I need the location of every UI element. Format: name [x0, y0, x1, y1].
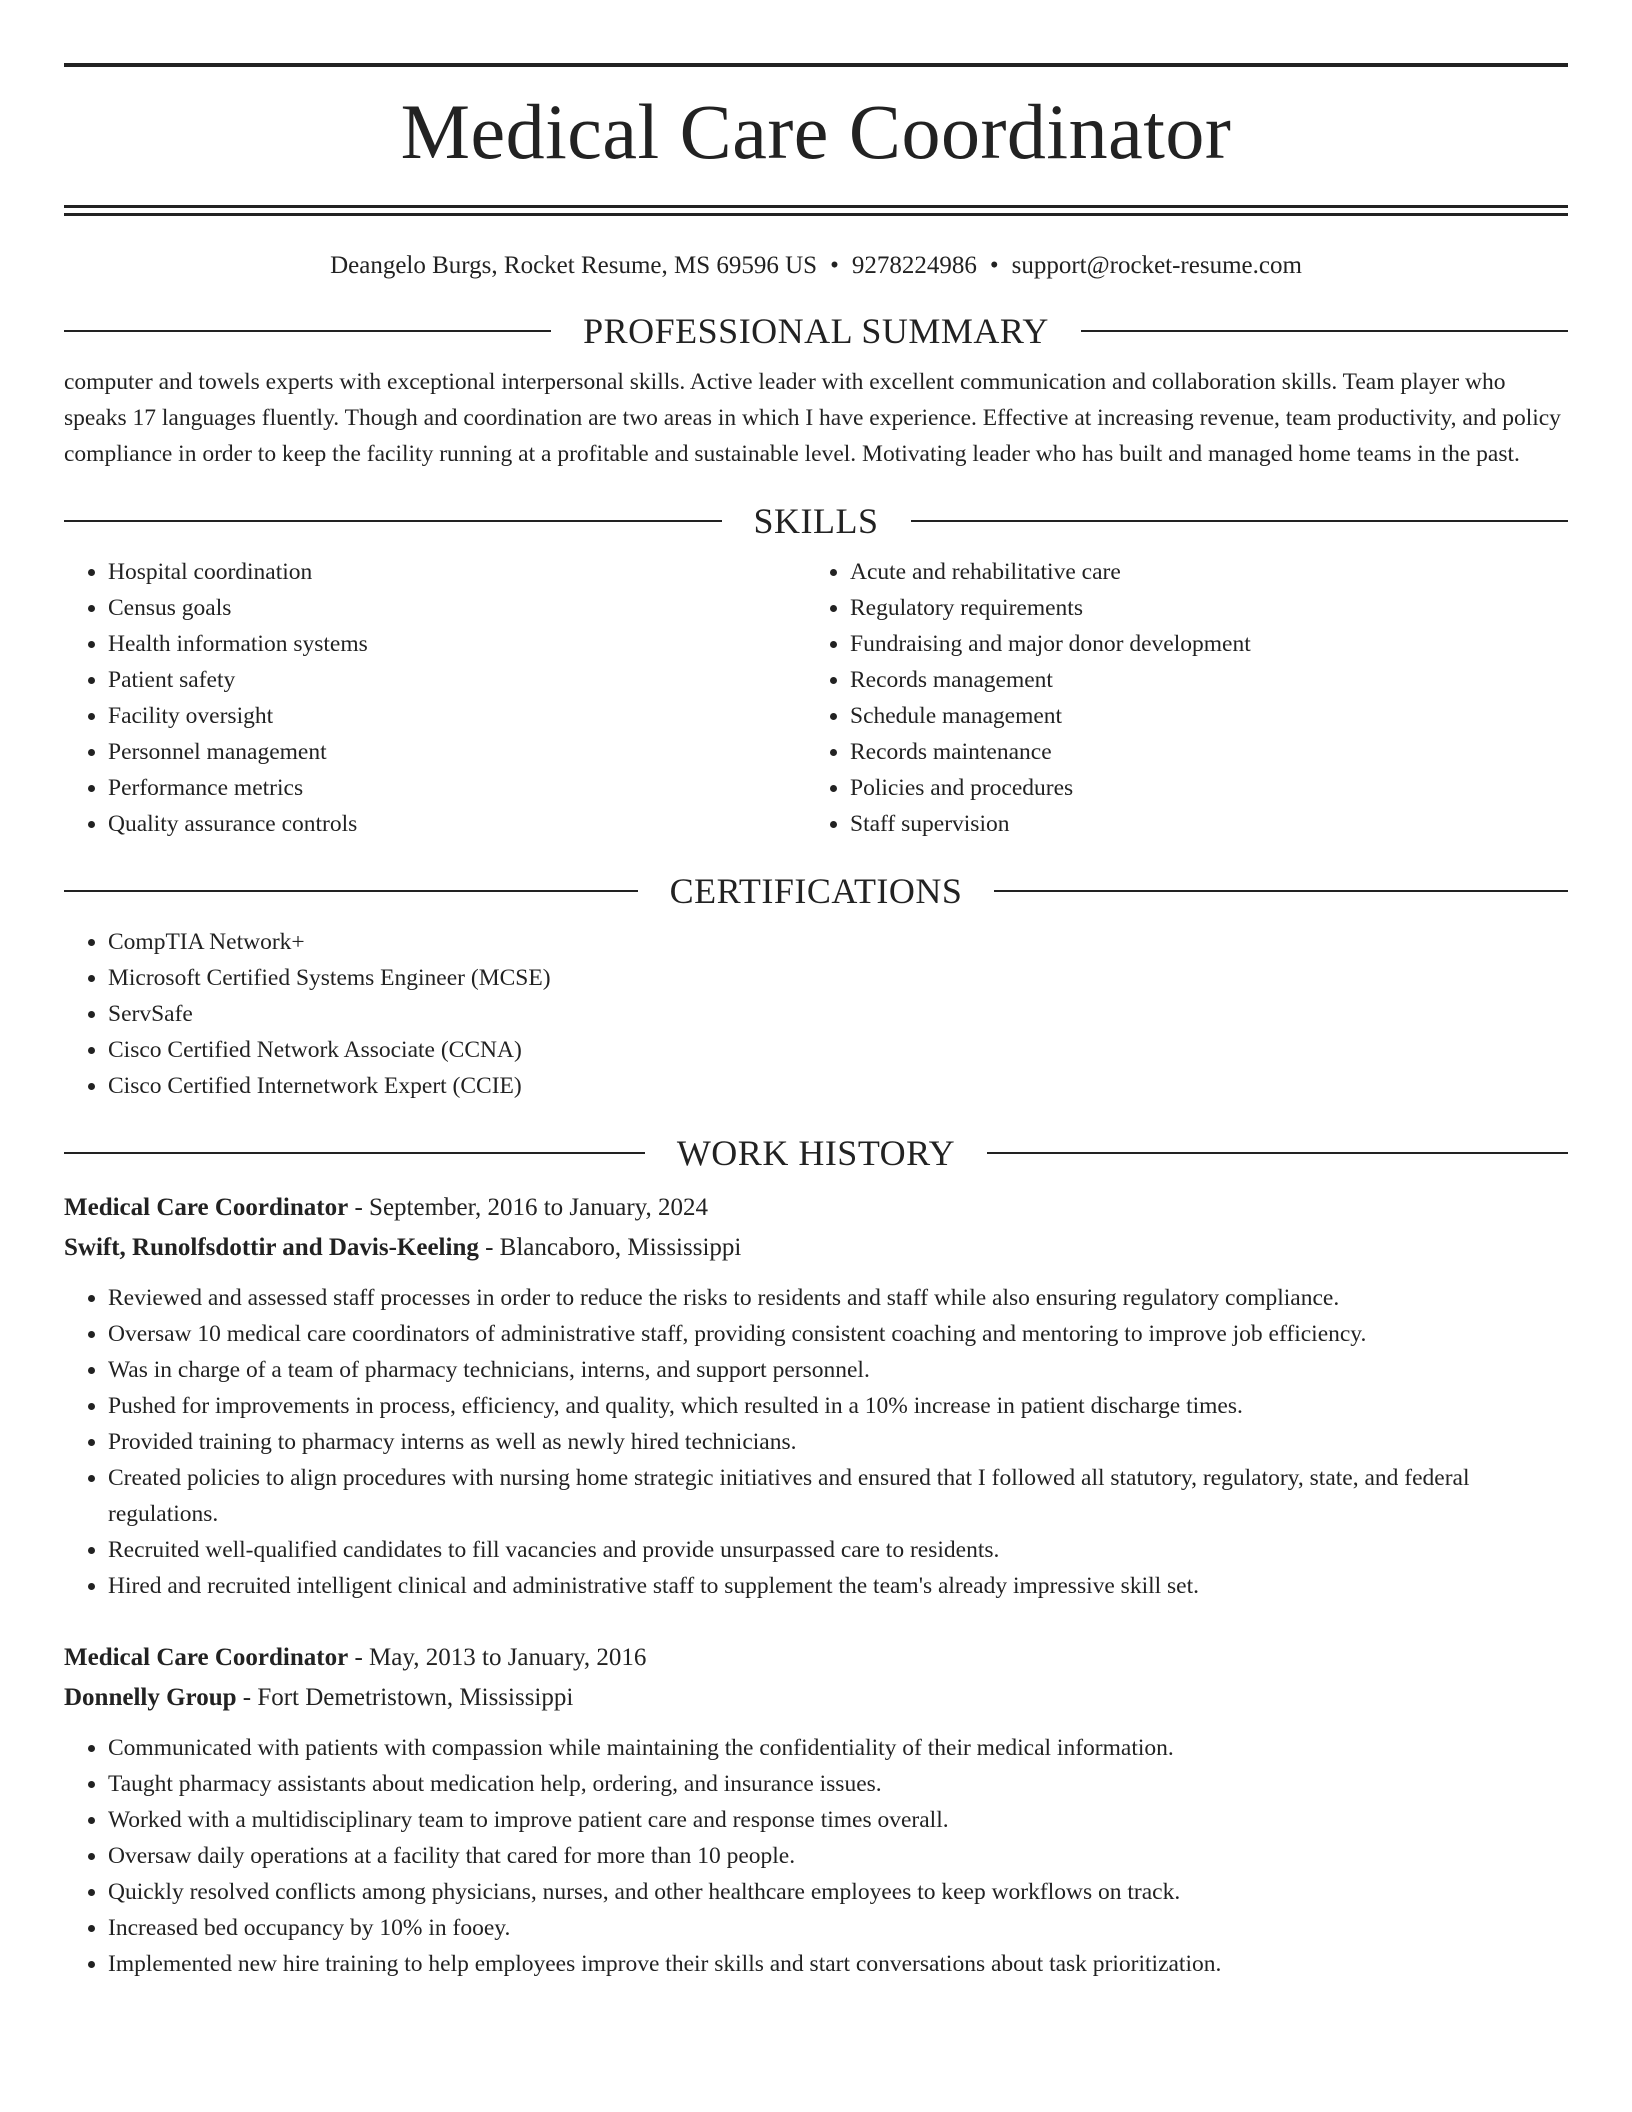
work-history-heading: [64, 1132, 1568, 1174]
contact-separator: •: [989, 252, 999, 279]
resume-page: [64, 0, 1568, 1982]
heading-rule: [64, 1152, 645, 1154]
heading-rule: [911, 520, 1569, 522]
job-duty-item: • Reviewed and assessed staff processes in order to reduce the risks to residents and staff while also ensuring regulatory compliance.: [108, 1280, 1568, 1316]
certifications-heading-title: CERTIFICATIONS: [669, 871, 963, 911]
skill-item: • Regulatory requirements: [850, 590, 1548, 626]
job-duty-item: • Recruited well-qualified candidates to fill vacancies and provide unsurpassed care to residents.: [108, 1532, 1568, 1568]
job-duty-item: • Implemented new hire training to help employees improve their skills and start conversations about task prioritization.: [108, 1946, 1568, 1982]
job-duty-item: • Oversaw daily operations at a facility that cared for more than 10 people.: [108, 1838, 1568, 1874]
skill-item: • Performance metrics: [108, 770, 806, 806]
job-duty-item: • Quickly resolved conflicts among physicians, nurses, and other healthcare employees to keep workflows on track.: [108, 1874, 1568, 1910]
skills-column-left: [64, 554, 806, 842]
heading-rule: [994, 890, 1568, 892]
skill-item: • Quality assurance controls: [108, 806, 806, 842]
contact-address: Deangelo Burgs, Rocket Resume, MS 69596 US: [330, 252, 818, 279]
job-role-line: [64, 1188, 1568, 1228]
job-entry: [64, 1638, 1568, 1982]
job-duty-item: • Taught pharmacy assistants about medication help, ordering, and insurance issues.: [108, 1766, 1568, 1802]
job-duty-item: • Created policies to align procedures with nursing home strategic initiatives and ensured that I followed all statutory, regulatory, state, and federal regulations.: [108, 1460, 1568, 1532]
job-dates: - September, 2016 to January, 2024: [348, 1194, 709, 1221]
heading-rule: [64, 890, 638, 892]
job-company: Donnelly Group: [64, 1684, 237, 1711]
contact-phone: 9278224986: [851, 252, 977, 279]
job-duty-item: • Increased bed occupancy by 10% in fooey.: [108, 1910, 1568, 1946]
job-dates: - May, 2013 to January, 2016: [348, 1644, 647, 1671]
certification-item: • Cisco Certified Network Associate (CCNA): [108, 1032, 1568, 1068]
certification-item: • Microsoft Certified Systems Engineer (MCSE): [108, 960, 1568, 996]
job-duty-item: • Hired and recruited intelligent clinical and administrative staff to supplement the team's already impressive skill set.: [108, 1568, 1568, 1604]
job-duty-item: • Oversaw 10 medical care coordinators of administrative staff, providing consistent coaching and mentoring to improve job efficiency.: [108, 1316, 1568, 1352]
skill-item: • Policies and procedures: [850, 770, 1548, 806]
skills-heading-title: SKILLS: [753, 501, 879, 541]
skill-item: • Health information systems: [108, 626, 806, 662]
job-entry: [64, 1188, 1568, 1604]
job-role: Medical Care Coordinator: [64, 1644, 349, 1671]
certification-item: • CompTIA Network+: [108, 924, 1568, 960]
heading-rule: [987, 1152, 1568, 1154]
certification-item: • ServSafe: [108, 996, 1568, 1032]
job-duty-item: • Was in charge of a team of pharmacy technicians, interns, and support personnel.: [108, 1352, 1568, 1388]
header-top-rule: [64, 63, 1568, 67]
certifications-heading: [64, 870, 1568, 912]
contact-separator: •: [830, 252, 839, 279]
heading-rule: [64, 330, 551, 332]
skill-item: • Hospital coordination: [108, 554, 806, 590]
work-history-heading-title: WORK HISTORY: [676, 1133, 956, 1173]
skill-item: • Acute and rehabilitative care: [850, 554, 1548, 590]
certification-item: • Cisco Certified Internetwork Expert (CCIE): [108, 1068, 1568, 1104]
job-role-line: [64, 1638, 1568, 1678]
skill-item: • Schedule management: [850, 698, 1548, 734]
skill-item: • Records management: [850, 662, 1548, 698]
job-role: Medical Care Coordinator: [64, 1194, 349, 1221]
skill-item: • Staff supervision: [850, 806, 1548, 842]
summary-heading: [64, 310, 1568, 352]
contact-line: [64, 250, 1568, 282]
resume-title: Medical Care Coordinator: [400, 88, 1232, 175]
heading-rule: [1081, 330, 1568, 332]
job-location: - Fort Demetristown, Mississippi: [236, 1684, 574, 1711]
skills-heading: [64, 500, 1568, 542]
skills-list: [64, 554, 1568, 842]
job-duty-item: • Worked with a multidisciplinary team to improve patient care and response times overall.: [108, 1802, 1568, 1838]
job-duties: [64, 1280, 1568, 1604]
skill-item: • Records maintenance: [850, 734, 1548, 770]
contact-email: support@rocket-resume.com: [1011, 252, 1302, 279]
job-duty-item: • Communicated with patients with compassion while maintaining the confidentiality of their medical information.: [108, 1730, 1568, 1766]
job-location: - Blancaboro, Mississippi: [478, 1234, 742, 1261]
skill-item: • Census goals: [108, 590, 806, 626]
summary-text: computer and towels experts with exceptional interpersonal skills. Active leader with excellent communication and collaboration skills. Team player who speaks 17 languages fluently. Though and coordination are two areas in which I have experience. Effective at increasing revenue, team productivity, and policy compliance in order to keep the facility running at a profitable and sustainable level. Motivating leader who has built and managed home teams in the past.: [64, 369, 1561, 467]
skill-item: • Patient safety: [108, 662, 806, 698]
skill-item: • Personnel management: [108, 734, 806, 770]
job-duty-item: • Provided training to pharmacy interns as well as newly hired technicians.: [108, 1424, 1568, 1460]
skills-column-right: [806, 554, 1548, 842]
job-duties: [64, 1730, 1568, 1982]
summary-heading-title: PROFESSIONAL SUMMARY: [583, 311, 1049, 351]
certifications-list: [64, 924, 1568, 1104]
header-double-rule: [64, 205, 1568, 216]
job-company-line: [64, 1678, 1568, 1718]
heading-rule: [64, 520, 722, 522]
skill-item: • Fundraising and major donor development: [850, 626, 1548, 662]
job-company: Swift, Runolfsdottir and Davis-Keeling: [64, 1234, 479, 1261]
job-duty-item: • Pushed for improvements in process, efficiency, and quality, which resulted in a 10% increase in patient discharge times.: [108, 1388, 1568, 1424]
job-company-line: [64, 1228, 1568, 1268]
skill-item: • Facility oversight: [108, 698, 806, 734]
